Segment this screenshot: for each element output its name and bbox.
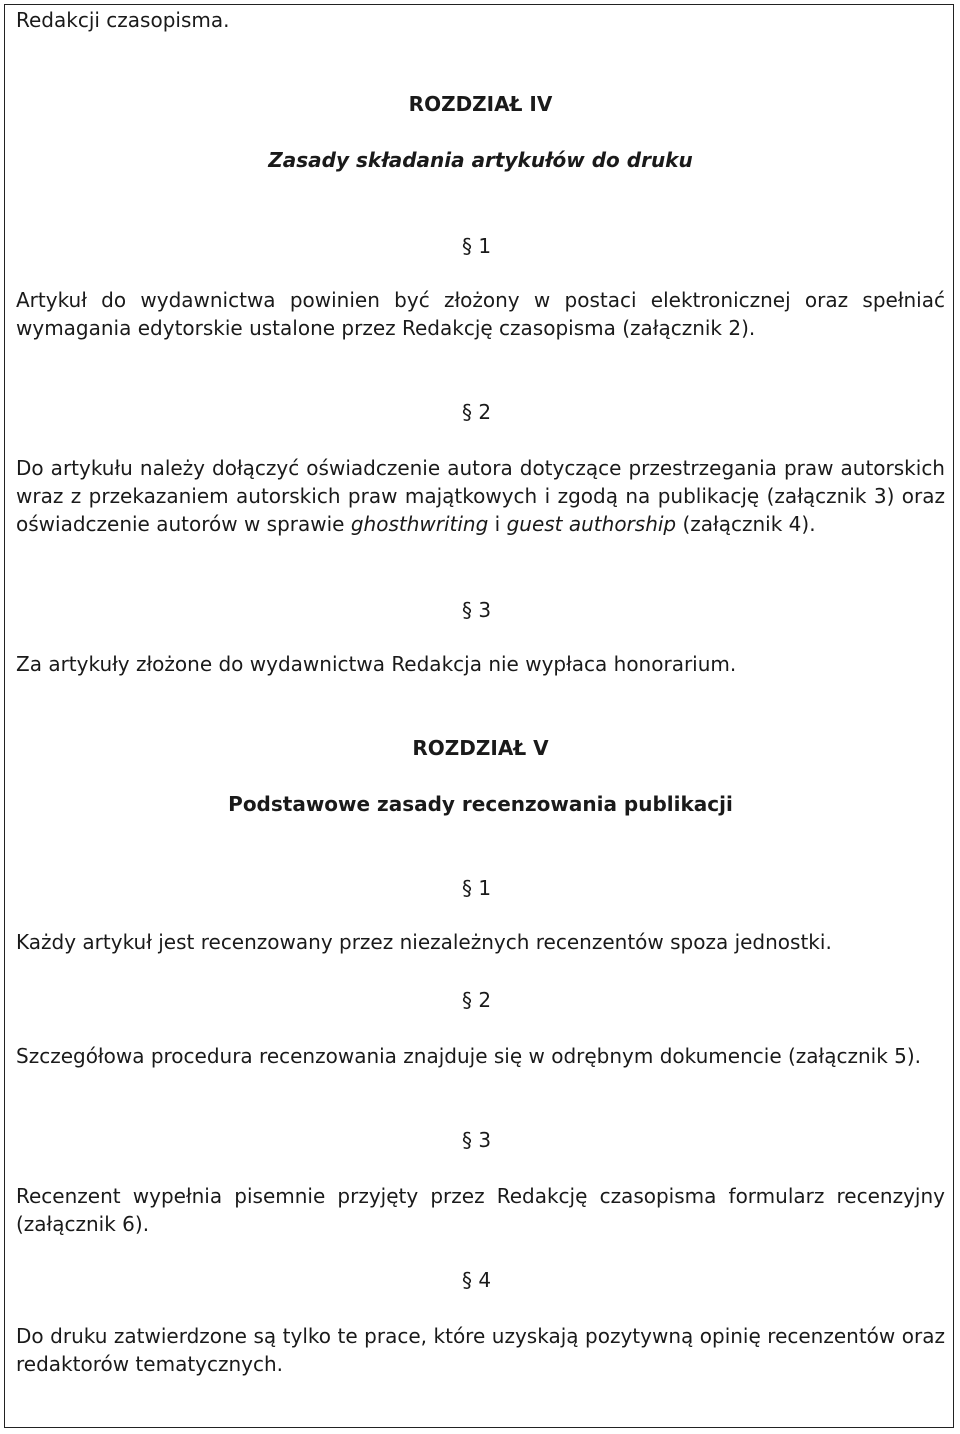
term-guest-authorship: guest authorship xyxy=(506,512,677,536)
section-text: Do druku zatwierdzone są tylko te prace, które uzyskają pozytywną opinię recenzentów oraz redaktorów tematycznych. xyxy=(16,1324,945,1376)
section-mark: § 2 xyxy=(462,400,492,424)
chapter-5-heading: ROZDZIAŁ V xyxy=(412,736,549,760)
section-text: Szczegółowa procedura recenzowania znajduje się w odrębnym dokumencie (załącznik 5). xyxy=(16,1044,922,1068)
intro-line: Redakcji czasopisma. xyxy=(16,8,230,32)
section-mark: § 1 xyxy=(462,876,492,900)
section-text: Recenzent wypełnia pisemnie przyjęty przez Redakcję czasopisma formularz recenzyjny (załącznik 6). xyxy=(16,1184,945,1236)
section-mark: § 3 xyxy=(462,1128,492,1152)
section-mark: § 3 xyxy=(462,598,492,622)
chapter-4-subheading: Zasady składania artykułów do druku xyxy=(268,148,693,172)
section-text: Każdy artykuł jest recenzowany przez niezależnych recenzentów spoza jednostki. xyxy=(16,930,832,954)
section-text: Za artykuły złożone do wydawnictwa Redakcja nie wypłaca honorarium. xyxy=(16,652,737,676)
section-mark: § 1 xyxy=(462,234,492,258)
section-text-part: Do artykułu należy dołączyć oświadczenie autora dotyczące przestrzegania praw autorskich wraz z przekazaniem autorskich praw majątkowych i zgodą na publikację (załącznik 3) oraz oświadczenie autorów w sprawie xyxy=(16,456,945,536)
section-mark: § 4 xyxy=(462,1268,492,1292)
section-mark: § 2 xyxy=(462,988,492,1012)
section-text xyxy=(16,454,945,538)
chapter-5-subheading: Podstawowe zasady recenzowania publikacji xyxy=(228,792,733,816)
section-text-part: i xyxy=(488,512,507,536)
section-text-part: (załącznik 4). xyxy=(676,512,816,536)
section-text: Artykuł do wydawnictwa powinien być złożony w postaci elektronicznej oraz spełniać wymagania edytorskie ustalone przez Redakcję czasopisma (załącznik 2). xyxy=(16,288,945,340)
term-ghostwriting: ghosthwriting xyxy=(350,512,489,536)
chapter-4-heading: ROZDZIAŁ IV xyxy=(408,92,553,116)
